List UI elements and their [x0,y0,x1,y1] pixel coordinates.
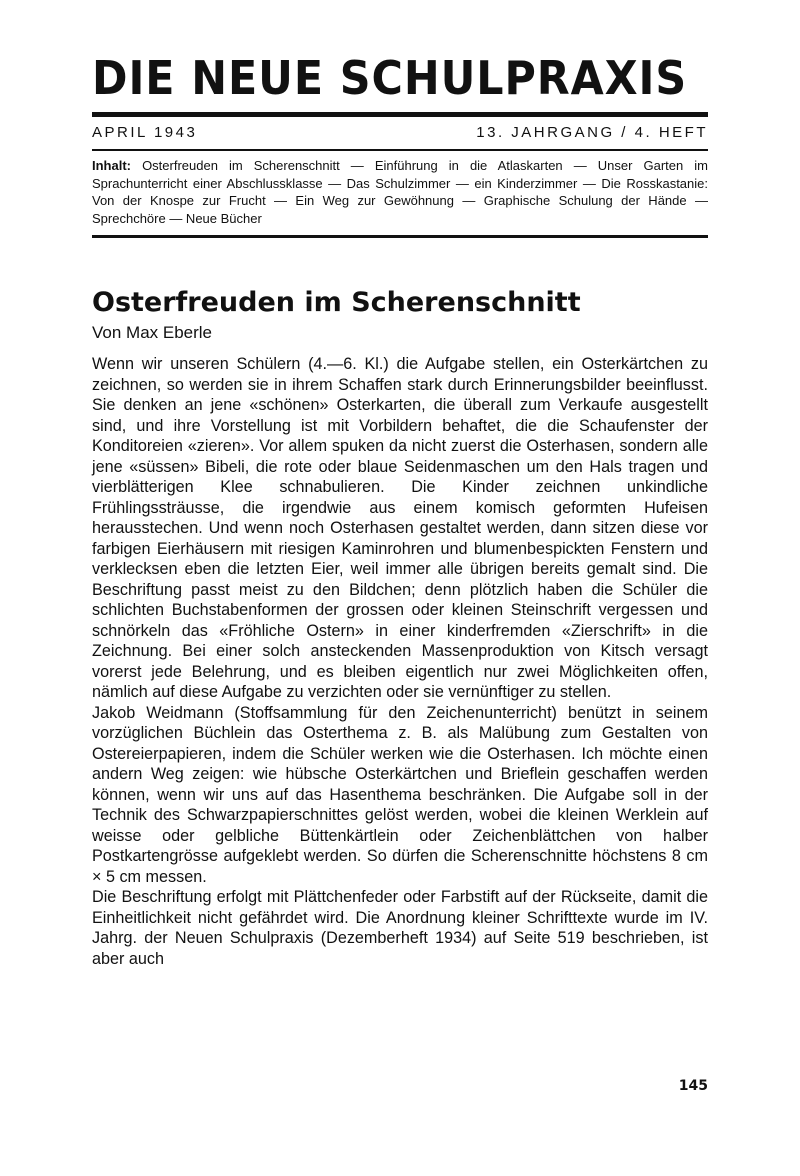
masthead-rule-thick [92,112,708,117]
issue-line [92,123,708,143]
masthead-title: DIE NEUE SCHULPRAXIS [92,51,688,105]
article-title: Osterfreuden im Scherenschnitt [92,287,581,318]
issue-date: APRIL 1943 [92,124,198,141]
contents-rule [92,235,708,238]
table-of-contents [92,157,708,227]
article-paragraph: Die Beschriftung erfolgt mit Plättchenfeder oder Farbstift auf der Rückseite, damit die Einheitlichkeit nicht gefährdet wird. Die Anordnung kleiner Schrifttexte wurde im IV. Jahrg. der Neuen Schulpraxis (Dezemberheft 1934) auf Seite 519 beschrieben, ist aber auch [92,888,708,968]
article-paragraph: Jakob Weidmann (Stoffsammlung für den Zeichenunterricht) benützt in seinem vorzüglichen Büchlein das Osterthema z. B. als Malübung zum Gestalten von Ostereierpapieren, indem die Schüler werken wie die Osterhasen. Ich möchte einen andern Weg zeigen: wie hübsche Osterkärtchen und Brieflein geschaffen werden können, wenn wir uns auf das Hasenthema beschränken. Die Aufgabe soll in der Technik des Schwarzpapierschnittes gelöst werden, wobei die kleinen Werklein auf weisse oder gelbliche Büttenkärtlein oder Zeichenblättchen von halber Postkartengrösse aufgeklebt werden. So dürfen die Scherenschnitte höchstens 8 cm × 5 cm messen. [92,703,708,886]
journal-page [92,52,708,969]
issue-rule [92,149,708,151]
article-author: Von Max Eberle [92,323,213,342]
article-body [92,354,708,969]
issue-volume: 13. JAHRGANG / 4. HEFT [476,124,708,141]
article-paragraph: Wenn wir unseren Schülern (4.—6. Kl.) die Aufgabe stellen, ein Osterkärtchen zu zeichnen, so werden sie in ihrem Schaffen stark durch Erinnerungsbilder beeinflusst. Sie denken an jene «schönen» Osterkarten, die überall zum Verkaufe ausgestellt sind, und ihre Vorstellung ist mit Vorbildern behaftet, die die Schaufenster der Konditoreien «zieren». Vor allem spuken da nicht zuerst die Osterhasen, sondern alle jene «süssen» Bibeli, die rote oder blaue Seidenmaschen um den Hals tragen und vierblätterigen Klee schnabulieren. Die Kinder zeichnen unkindliche Frühlingssträusse, die irgendwie aus einem komisch geformten Hufeisen herausstechen. Und wenn noch Osterhasen gestaltet werden, dann sitzen diese vor farbigen Eierhäusern mit riesigen Kaminrohren und blumenbespickten Fenstern und verklecksen eben die letzten Eier, weil immer alle übrigen bereits gemalt sind. Die Beschriftung passt meist zu den Bildchen; denn plötzlich haben die Schüler die schlichten Buchstabenformen der grossen oder kleinen Steinschrift vergessen und schnörkeln das «Fröhliche Ostern» in einer kinderfremden «Zierschrift» in die Zeichnung. Bei einer solch ansteckenden Massenproduktion von Kitsch versagt vorerst jede Belehrung, und es bleiben eigentlich nur zwei Möglichkeiten offen, nämlich auf diese Aufgabe zu verzichten oder sie vernünftiger zu stellen. [92,355,708,701]
contents-text: Osterfreuden im Scherenschnitt — Einführung in die Atlaskarten — Unser Garten im Sprachunterricht einer Abschlussklasse — Das Schulzimmer — ein Kinderzimmer — Die Rosskastanie: Von der Knospe zur Frucht — Ein Weg zur Gewöhnung — Graphische Schulung der Hände — Sprechchöre — Neue Bücher [92,158,708,226]
contents-label: Inhalt: [92,158,131,173]
page-number: 145 [678,1078,708,1094]
